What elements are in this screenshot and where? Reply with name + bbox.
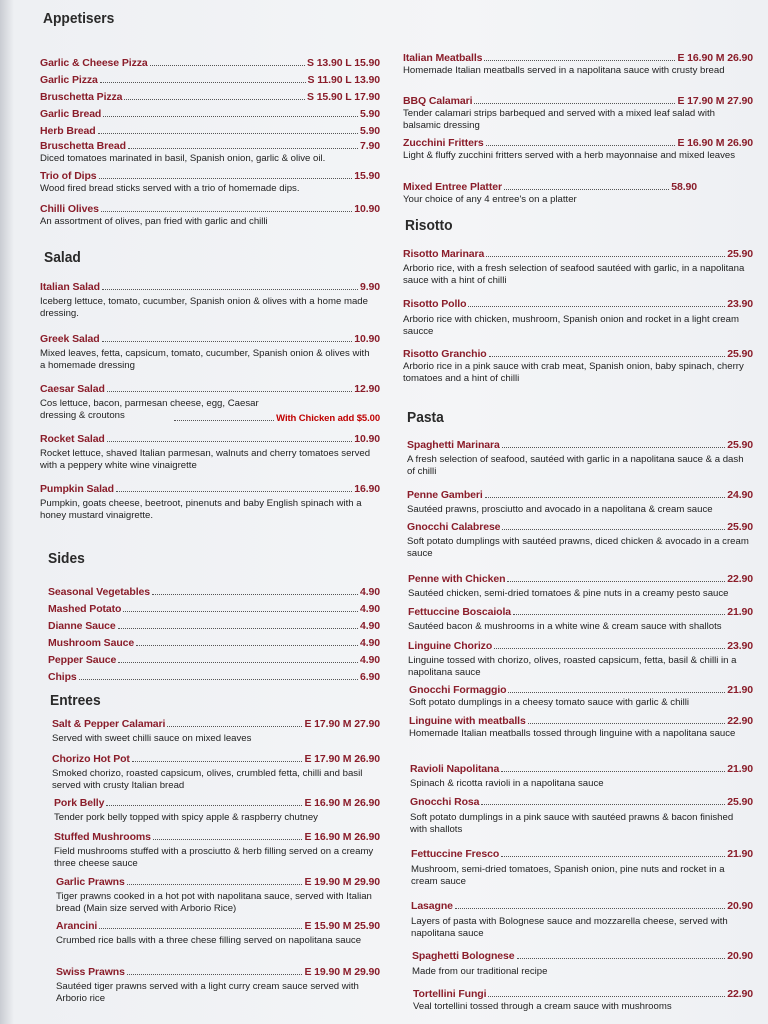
menu-item — [408, 573, 753, 600]
item-description: Veal tortellini tossed through a cream sauce with mushrooms — [413, 1001, 672, 1012]
item-name: Arancini — [56, 920, 98, 932]
item-price: E 15.90 M 25.90 — [304, 920, 380, 932]
add-chicken-note: With Chicken add $5.00 — [276, 413, 380, 424]
item-price: 20.90 — [727, 900, 753, 912]
item-description: Sautéed prawns, prosciutto and avocado in a napolitana & cream sauce — [407, 504, 713, 515]
item-price: 4.90 — [359, 603, 380, 615]
item-price: 25.90 — [727, 248, 753, 260]
item-price: E 16.90 M 26.90 — [304, 831, 380, 843]
menu-item — [40, 108, 380, 120]
item-name: Italian Meatballs — [403, 52, 483, 64]
item-name: Pork Belly — [54, 797, 105, 809]
menu-item — [407, 521, 753, 559]
item-price: E 16.90 M 26.90 — [304, 797, 380, 809]
menu-item — [48, 637, 380, 649]
menu-item — [403, 298, 753, 337]
item-price: 9.90 — [359, 281, 380, 293]
item-name: BBQ Calamari — [403, 95, 473, 107]
item-name: Stuffed Mushrooms — [54, 831, 151, 843]
menu-item — [40, 125, 380, 137]
item-name: Mashed Potato — [48, 603, 122, 615]
item-name: Swiss Prawns — [56, 966, 125, 978]
item-price: 4.90 — [359, 620, 380, 632]
item-description: Cos lettuce, bacon, parmesan cheese, egg, Caesar dressing & croutons — [40, 398, 259, 421]
menu-item — [40, 74, 380, 86]
item-description: Tender calamari strips barbequed and served with a mixed leaf salad with balsamic dressing — [403, 108, 715, 131]
menu-item — [408, 606, 753, 633]
item-description: Soft potato dumplings with sautéed prawns, diced chicken & avocado in a cream sauce — [407, 536, 749, 559]
item-name: Spaghetti Bolognese — [412, 950, 515, 962]
section-title-entrees: Entrees — [50, 692, 101, 709]
item-name: Tortellini Fungi — [413, 988, 487, 1000]
item-price: 23.90 — [727, 640, 753, 652]
item-price: 7.90 — [359, 140, 380, 152]
item-name: Risotto Marinara — [403, 248, 485, 260]
menu-item — [40, 333, 380, 371]
item-name: Gnocchi Calabrese — [407, 521, 501, 533]
item-description: Served with sweet chilli sauce on mixed leaves — [52, 733, 252, 744]
menu-item — [403, 348, 753, 384]
menu-item — [40, 383, 380, 424]
item-price: 10.90 — [354, 203, 380, 215]
menu-item — [403, 248, 753, 286]
menu-item — [403, 137, 753, 162]
item-name: Risotto Granchio — [403, 348, 487, 360]
item-name: Bruschetta Pizza — [40, 91, 123, 103]
item-price: 10.90 — [354, 333, 380, 345]
item-name: Penne with Chicken — [408, 573, 506, 585]
item-description: Arborio rice in a pink sauce with crab meat, Spanish onion, baby spinach, cherry tomatoes and a hint of chilli — [403, 361, 744, 384]
item-description: Linguine tossed with chorizo, olives, roasted capsicum, fetta, basil & chilli in a napolitana sauce — [408, 655, 737, 678]
menu-item — [56, 876, 380, 914]
item-name: Mushroom Sauce — [48, 637, 135, 649]
item-name: Lasagne — [411, 900, 453, 912]
item-name: Garlic Pizza — [40, 74, 98, 86]
item-name: Dianne Sauce — [48, 620, 116, 632]
item-description: Spinach & ricotta ravioli in a napolitana sauce — [410, 778, 604, 789]
menu-item — [40, 483, 380, 521]
menu-item — [56, 966, 380, 1004]
item-description: An assortment of olives, pan fried with garlic and chilli — [40, 216, 268, 227]
item-description: Wood fired bread sticks served with a trio of homemade dips. — [40, 183, 300, 194]
menu-item — [410, 763, 753, 790]
item-price: S 11.90 L 13.90 — [307, 74, 380, 86]
item-price: 15.90 — [354, 170, 380, 182]
section-title-appetisers: Appetisers — [43, 10, 115, 27]
menu-item — [411, 900, 753, 939]
item-description: Sautéed tiger prawns served with a light curry cream sauce served with Arborio rice — [56, 981, 359, 1004]
menu-item — [40, 203, 380, 228]
item-price: E 19.90 M 29.90 — [304, 966, 380, 978]
menu-item — [48, 586, 380, 598]
menu-item — [40, 170, 380, 195]
item-price: 4.90 — [359, 654, 380, 666]
item-description: Mixed leaves, fetta, capsicum, tomato, cucumber, Spanish onion & olives with a homemade dressing — [40, 348, 370, 371]
menu-item — [407, 489, 753, 516]
menu-item — [413, 988, 753, 1013]
menu-item — [412, 950, 753, 978]
menu-item — [52, 753, 380, 791]
menu-item — [410, 796, 753, 835]
item-price: E 19.90 M 29.90 — [304, 876, 380, 888]
item-price: 16.90 — [354, 483, 380, 495]
item-name: Risotto Pollo — [403, 298, 467, 310]
menu-item — [48, 671, 380, 683]
item-name: Garlic & Cheese Pizza — [40, 57, 148, 69]
item-price: 21.90 — [727, 684, 753, 696]
item-price: 6.90 — [359, 671, 380, 683]
item-price: 22.90 — [727, 988, 753, 1000]
menu-item — [54, 831, 380, 869]
section-title-pasta: Pasta — [407, 409, 444, 426]
item-price: 12.90 — [354, 383, 380, 395]
item-name: Rocket Salad — [40, 433, 105, 445]
item-name: Linguine Chorizo — [408, 640, 493, 652]
menu-item — [48, 620, 380, 632]
section-title-sides: Sides — [48, 550, 85, 567]
item-price: 5.90 — [359, 125, 380, 137]
item-description: Diced tomatoes marinated in basil, Spanish onion, garlic & olive oil. — [40, 153, 326, 164]
item-description: Homemade Italian meatballs tossed through linguine with a napolitana sauce — [409, 728, 736, 739]
menu-item — [40, 140, 380, 165]
item-price: S 13.90 L 15.90 — [306, 57, 380, 69]
item-name: Ravioli Napolitana — [410, 763, 500, 775]
item-price: 10.90 — [354, 433, 380, 445]
menu-item — [409, 684, 753, 709]
item-name: Caesar Salad — [40, 383, 105, 395]
item-name: Gnocchi Rosa — [410, 796, 480, 808]
item-description: Made from our traditional recipe — [412, 966, 548, 977]
item-name: Fettuccine Boscaiola — [408, 606, 512, 618]
item-description: Arborio rice, with a fresh selection of seafood sautéed with garlic, in a napolitana sauce with a hint of chilli — [403, 263, 745, 286]
item-price: 25.90 — [727, 521, 753, 533]
item-price: 58.90 — [671, 181, 697, 193]
item-name: Linguine with meatballs — [409, 715, 526, 727]
item-price: E 17.90 M 26.90 — [304, 753, 380, 765]
item-price: 21.90 — [727, 763, 753, 775]
item-name: Pumpkin Salad — [40, 483, 114, 495]
item-description: Rocket lettuce, shaved Italian parmesan, walnuts and cherry tomatoes served with a peppery white wine vinaigrette — [40, 448, 371, 471]
item-description: Mushroom, semi-dried tomatoes, Spanish onion, pine nuts and rocket in a cream sauce — [411, 864, 725, 887]
item-name: Herb Bread — [40, 125, 96, 137]
item-name: Gnocchi Formaggio — [409, 684, 507, 696]
menu-item — [48, 603, 380, 615]
menu-item — [403, 95, 753, 131]
menu-item — [54, 797, 380, 824]
item-price: E 16.90 M 26.90 — [677, 52, 753, 64]
item-price: 23.90 — [727, 298, 753, 310]
item-price: 4.90 — [359, 637, 380, 649]
menu-item — [411, 848, 753, 887]
item-name: Chips — [48, 671, 77, 683]
item-description: Arborio rice with chicken, mushroom, Spanish onion and rocket in a light cream saucce — [403, 314, 739, 337]
item-name: Mixed Entree Platter — [403, 181, 502, 193]
item-name: Chilli Olives — [40, 203, 99, 215]
menu-item — [56, 920, 380, 947]
item-price: 24.90 — [727, 489, 753, 501]
item-name: Greek Salad — [40, 333, 100, 345]
item-name: Seasonal Vegetables — [48, 586, 150, 598]
item-price: E 17.90 M 27.90 — [304, 718, 380, 730]
menu-item — [40, 281, 380, 319]
item-description: Soft potato dumplings in a cheesy tomato sauce with garlic & chilli — [409, 697, 689, 708]
item-description: Light & fluffy zucchini fritters served with a herb mayonnaise and mixed leaves — [403, 150, 736, 161]
item-price: E 16.90 M 26.90 — [677, 137, 753, 149]
menu-item — [40, 433, 380, 471]
item-description: Iceberg lettuce, tomato, cucumber, Spanish onion & olives with a home made dressing. — [40, 296, 368, 319]
item-description: A fresh selection of seafood, sautéed with garlic in a napolitana sauce & a dash of chilli — [407, 454, 744, 477]
menu-item — [48, 654, 380, 666]
item-name: Fettuccine Fresco — [411, 848, 500, 860]
item-description: Crumbed rice balls with a three chese filling served on napolitana sauce — [56, 935, 362, 946]
menu-item — [408, 640, 753, 678]
menu-item — [40, 57, 380, 69]
item-price: E 17.90 M 27.90 — [677, 95, 753, 107]
item-name: Salt & Pepper Calamari — [52, 718, 166, 730]
item-description: Tender pork belly topped with spicy apple & raspberry chutney — [54, 812, 318, 823]
item-price: 22.90 — [727, 573, 753, 585]
item-price: 21.90 — [727, 606, 753, 618]
item-description: Sautéed bacon & mushrooms in a white wine & cream sauce with shallots — [408, 621, 722, 632]
item-description: Soft potato dumplings in a pink sauce with sautéed prawns & bacon finished with shallots — [410, 812, 734, 835]
item-price: 5.90 — [359, 108, 380, 120]
item-description: Pumpkin, goats cheese, beetroot, pinenuts and baby English spinach with a honey mustard vinaigrette. — [40, 498, 362, 521]
item-name: Garlic Bread — [40, 108, 102, 120]
item-name: Italian Salad — [40, 281, 100, 293]
menu-item — [403, 52, 753, 77]
item-price: 25.90 — [727, 348, 753, 360]
section-title-risotto: Risotto — [405, 217, 453, 234]
item-description: Tiger prawns cooked in a hot pot with napolitana sauce, served with Italian bread (Main size served with Arborio Rice) — [56, 891, 372, 914]
item-price: 22.90 — [727, 715, 753, 727]
item-description: Smoked chorizo, roasted capsicum, olives, crumbled fetta, chilli and basil served with crusty Italian bread — [52, 768, 363, 791]
item-name: Garlic Prawns — [56, 876, 125, 888]
item-price: 20.90 — [727, 950, 753, 962]
item-name: Zucchini Fritters — [403, 137, 484, 149]
item-price: 25.90 — [727, 439, 753, 451]
item-name: Chorizo Hot Pot — [52, 753, 130, 765]
item-description: Your choice of any 4 entree's on a platter — [403, 194, 577, 205]
item-price: 25.90 — [727, 796, 753, 808]
item-price: 4.90 — [359, 586, 380, 598]
item-description: Sautéed chicken, semi-dried tomatoes & pine nuts in a creamy pesto sauce — [408, 588, 729, 599]
item-name: Penne Gamberi — [407, 489, 483, 501]
menu-item — [407, 439, 753, 477]
menu-item — [409, 715, 753, 740]
section-title-salad: Salad — [44, 249, 81, 266]
item-price: S 15.90 L 17.90 — [306, 91, 380, 103]
item-description: Field mushrooms stuffed with a prosciutto & herb filling served on a creamy three cheese sauce — [54, 846, 374, 869]
item-price: 21.90 — [727, 848, 753, 860]
item-name: Pepper Sauce — [48, 654, 117, 666]
menu-item — [403, 181, 753, 206]
item-description: Homemade Italian meatballs served in a napolitana sauce with crusty bread — [403, 65, 725, 76]
item-name: Bruschetta Bread — [40, 140, 126, 152]
item-description: Layers of pasta with Bolognese sauce and mozzarella cheese, served with napolitana sauce — [411, 916, 728, 939]
item-name: Spaghetti Marinara — [407, 439, 500, 451]
menu-item — [40, 91, 380, 103]
menu-item — [52, 718, 380, 745]
item-name: Trio of Dips — [40, 170, 97, 182]
